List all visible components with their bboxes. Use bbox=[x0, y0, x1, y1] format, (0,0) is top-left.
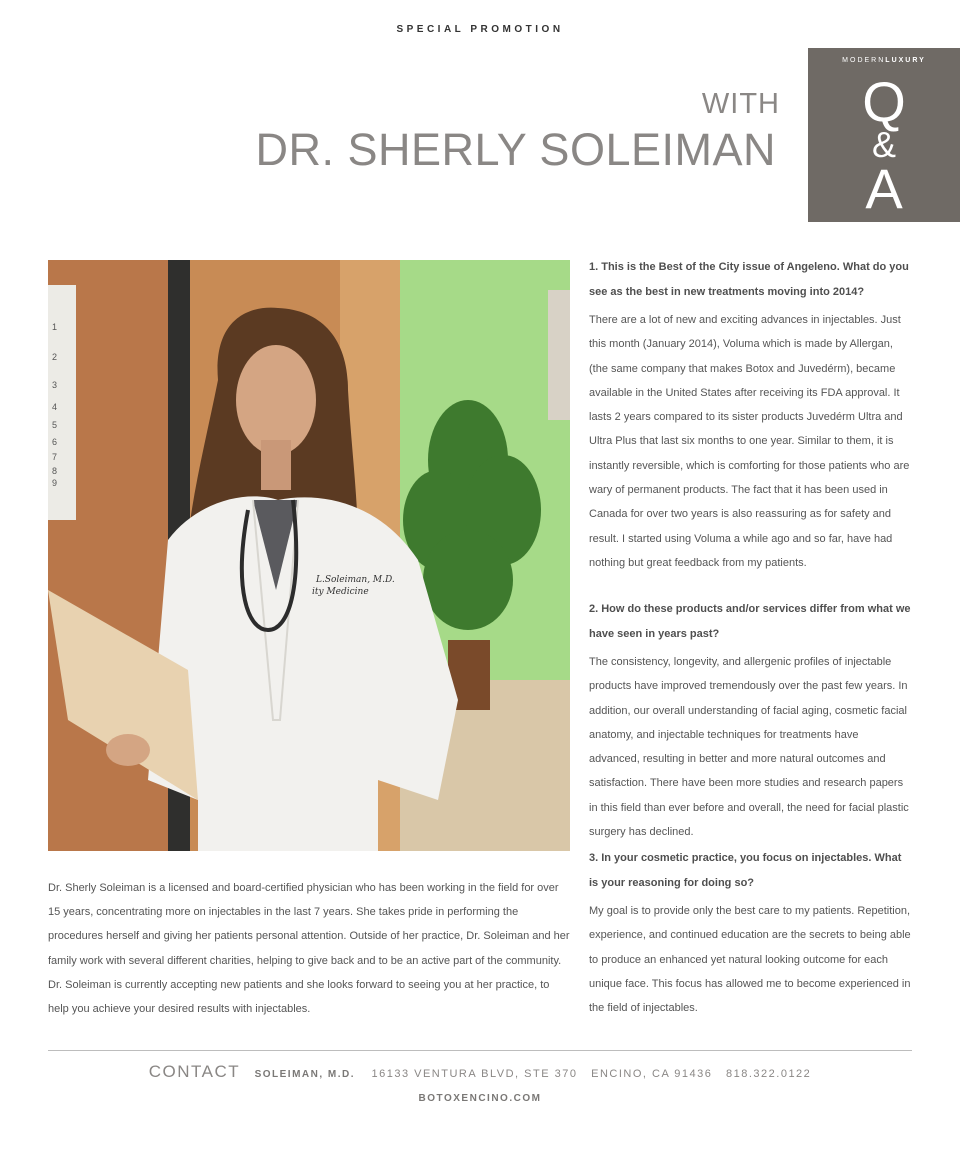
qa-amp-letter: & bbox=[871, 124, 896, 165]
svg-text:4: 4 bbox=[52, 402, 58, 412]
answer-1: There are a lot of new and exciting advances in injectables. Just this month (January 2014), Voluma which is made by Allergan, (the same company that makes Botox and Juvedérm), became available in the United States after receiving its FDA approval. It lasts 2 years compared to its sister products Juvedérm Ultra and Ultra Plus that last six months to one year. Similar to them, it is instantly reversible, which is comforting for those patients who are wary of permanent products. The fact that it has been used in Canada for over two years is also reassuring as for safety and result. I started using Voluma a while ago and so far, have had nothing but great feedback from my patients. bbox=[589, 314, 910, 569]
question-1: 1. This is the Best of the City issue of Angeleno. What do you see as the best in new treatments moving into 2014? bbox=[589, 261, 909, 298]
doctor-photo bbox=[48, 260, 570, 851]
coat-dept-text: ity Medicine bbox=[312, 587, 369, 597]
qa-a-letter: A bbox=[865, 157, 903, 220]
svg-text:2: 2 bbox=[52, 352, 58, 362]
footer-divider bbox=[48, 1050, 912, 1051]
svg-text:9: 9 bbox=[52, 478, 58, 488]
qa-badge bbox=[808, 48, 960, 222]
svg-text:6: 6 bbox=[52, 437, 58, 447]
doctor-illustration bbox=[48, 260, 570, 851]
doctor-bio: Dr. Sherly Soleiman is a licensed and board-certified physician who has been working in the field for over 15 years, concentrating more on injectables in the last 7 years. She takes pride in performing the procedures herself and giving her patients personal attention. Outside of her practice, Dr. Soleiman and her family work with several different charities, helping to give back and to be an active part of the community. Dr. Soleiman is currently accepting new patients and she looks forward to seeing you at her practice, to help you achieve your desired results with injectables. bbox=[48, 882, 570, 1016]
qa-q-letter: Q bbox=[862, 70, 906, 133]
website-link[interactable]: BOTOXENCINO.COM bbox=[418, 1093, 542, 1104]
answer-2: The consistency, longevity, and allergenic profiles of injectable products have improved tremendously over the past few years. In addition, our overall understanding of facial aging, cosmetic facial anatomy, and injectable techniques for treatments have advanced, resulting in better and more natural outcomes and satisfaction. There have been more studies and research papers in this field than ever before and overall, the need for facial plastic surgery has declined. bbox=[589, 656, 909, 839]
brand-logo: MODERNLUXURY bbox=[842, 57, 926, 64]
page-title: DR. SHERLY SOLEIMAN bbox=[255, 124, 776, 175]
svg-text:3: 3 bbox=[52, 380, 58, 390]
contact-label: CONTACT bbox=[148, 1062, 241, 1081]
contact-name: SOLEIMAN, M.D. bbox=[254, 1069, 356, 1080]
answer-3: My goal is to provide only the best care to my patients. Repetition, experience, and continued education are the secrets to being able to produce an enhanced yet natural looking outcome for each unique face. This focus has allowed me to become experienced in the field of injectables. bbox=[589, 905, 911, 1015]
svg-text:8: 8 bbox=[52, 466, 58, 476]
coat-name-text: L.Soleiman, M.D. bbox=[316, 575, 395, 585]
qa-item-3 bbox=[589, 846, 912, 1020]
svg-text:1: 1 bbox=[52, 322, 58, 332]
title-with: WITH bbox=[701, 88, 780, 120]
svg-text:5: 5 bbox=[52, 420, 58, 430]
qa-item-2 bbox=[589, 597, 912, 844]
qa-item-1 bbox=[589, 255, 912, 575]
contact-address: 16133 VENTURA BLVD, STE 370 ENCINO, CA 91436 818.322.0122 bbox=[371, 1068, 812, 1080]
svg-text:7: 7 bbox=[52, 452, 58, 462]
promo-header: SPECIAL PROMOTION bbox=[396, 24, 564, 35]
contact-line bbox=[0, 1062, 960, 1082]
question-3: 3. In your cosmetic practice, you focus on injectables. What is your reasoning for doing so? bbox=[589, 852, 902, 889]
question-2: 2. How do these products and/or services differ from what we have seen in years past? bbox=[589, 603, 911, 640]
